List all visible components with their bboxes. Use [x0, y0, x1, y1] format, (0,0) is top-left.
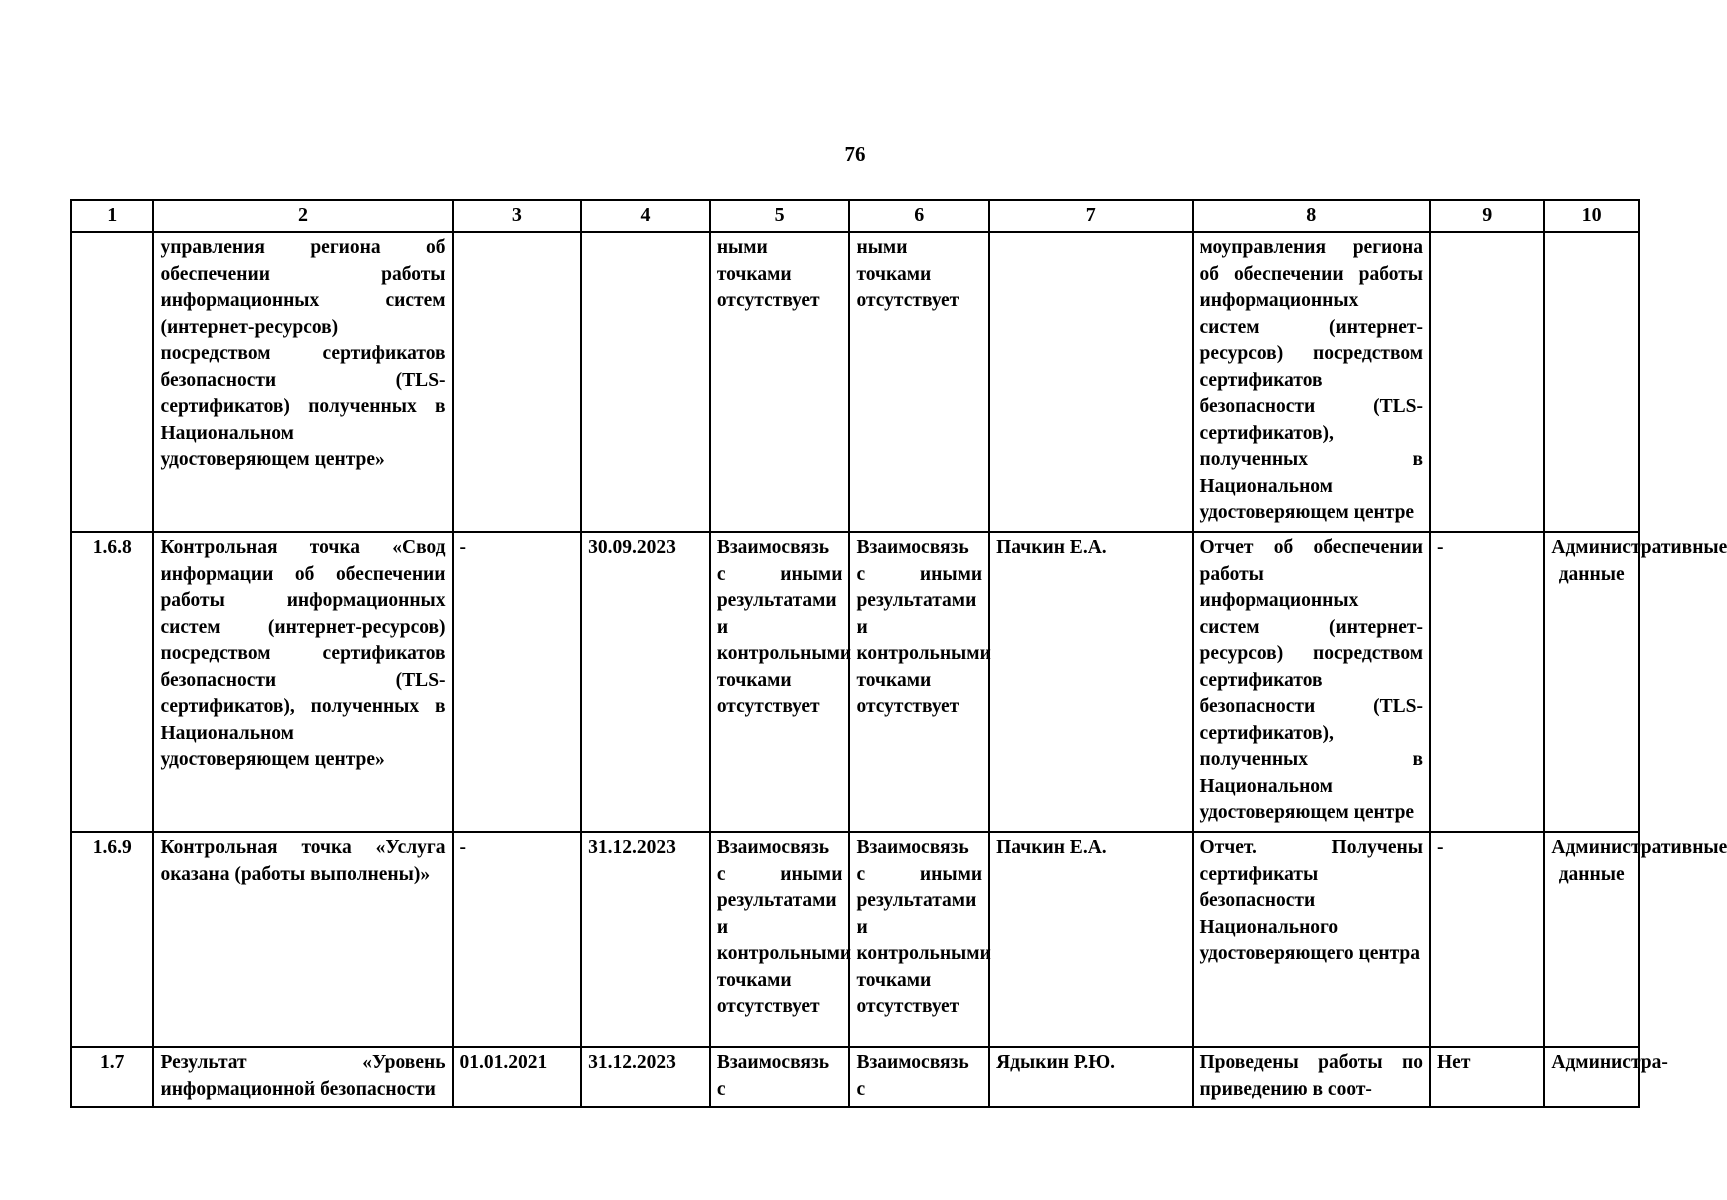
start-date: - — [453, 832, 582, 1047]
item-title: Результат «Уровень информационной безопасности — [153, 1047, 452, 1107]
plan-table — [70, 199, 1727, 1108]
start-date — [453, 232, 582, 532]
result-description: моуправления региона об обеспечении работы информационных систем (интернет-ресурсов) посредством сертификатов безопасности (TLS-сертификатов), полученных в Национальном удостоверяющем центре — [1193, 232, 1431, 532]
column-header: 10 — [1544, 200, 1639, 232]
row-number: 1.6.8 — [71, 532, 153, 832]
successor-link: Взаимосвязь с иными результатами и контрольными точками отсутствует — [849, 532, 989, 832]
end-date — [581, 232, 710, 532]
column-header: 8 — [1193, 200, 1431, 232]
column-9-value: - — [1430, 832, 1544, 1047]
start-date: - — [453, 532, 582, 832]
item-title: Контрольная точка «Услуга оказана (работы выполнены)» — [153, 832, 452, 1047]
column-9-value: Нет — [1430, 1047, 1544, 1107]
result-description: Проведены работы по приведению в соот- — [1193, 1047, 1431, 1107]
responsible-person: Пачкин Е.А. — [989, 832, 1192, 1047]
responsible-person — [989, 232, 1192, 532]
row-number: 1.6.9 — [71, 832, 153, 1047]
item-title: управления региона об обеспечении работы информационных систем (интернет-ресурсов) посредством сертификатов безопасности (TLS-сертификатов) полученных в Национальном удостоверяющем центре» — [153, 232, 452, 532]
successor-link: ными точками отсутствует — [849, 232, 989, 532]
result-description: Отчет об обеспечении работы информационных систем (интернет-ресурсов) посредством сертификатов безопасности (TLS-сертификатов), полученных в Национальном удостоверяющем центре — [1193, 532, 1431, 832]
column-9-value: - — [1430, 532, 1544, 832]
table-row — [71, 832, 1639, 1047]
result-description: Отчет. Получены сертификаты безопасности Национального удостоверяющего центра — [1193, 832, 1431, 1047]
predecessor-link: Взаимосвязь с — [710, 1047, 850, 1107]
successor-link: Взаимосвязь с иными результатами и контрольными точками отсутствует — [849, 832, 989, 1047]
information-system — [1544, 232, 1639, 532]
column-header: 1 — [71, 200, 153, 232]
row-number — [71, 232, 153, 532]
end-date: 31.12.2023 — [581, 832, 710, 1047]
page-number: 76 — [844, 142, 866, 166]
information-system: Администра- — [1544, 1047, 1639, 1107]
column-header: 4 — [581, 200, 710, 232]
information-system: Административные данные — [1544, 532, 1639, 832]
column-header: 7 — [989, 200, 1192, 232]
predecessor-link: Взаимосвязь с иными результатами и контрольными точками отсутствует — [710, 532, 850, 832]
end-date: 30.09.2023 — [581, 532, 710, 832]
column-header: 6 — [849, 200, 989, 232]
table-row — [71, 532, 1639, 832]
information-system: Административные данные — [1544, 832, 1639, 1047]
column-header: 9 — [1430, 200, 1544, 232]
item-title: Контрольная точка «Свод информации об обеспечении работы информационных систем (интернет-ресурсов) посредством сертификатов безопасности (TLS-сертификатов), полученных в Национальном удостоверяющем центре» — [153, 532, 452, 832]
table-row — [71, 1047, 1639, 1107]
column-header: 5 — [710, 200, 850, 232]
predecessor-link: Взаимосвязь с иными результатами и контрольными точками отсутствует — [710, 832, 850, 1047]
responsible-person: Пачкин Е.А. — [989, 532, 1192, 832]
successor-link: Взаимосвязь с — [849, 1047, 989, 1107]
start-date: 01.01.2021 — [453, 1047, 582, 1107]
responsible-person: Ядыкин Р.Ю. — [989, 1047, 1192, 1107]
column-header: 2 — [153, 200, 452, 232]
predecessor-link: ными точками отсутствует — [710, 232, 850, 532]
column-9-value — [1430, 232, 1544, 532]
header-row — [71, 200, 1639, 232]
end-date: 31.12.2023 — [581, 1047, 710, 1107]
column-header: 3 — [453, 200, 582, 232]
table-row — [71, 232, 1639, 532]
row-number: 1.7 — [71, 1047, 153, 1107]
